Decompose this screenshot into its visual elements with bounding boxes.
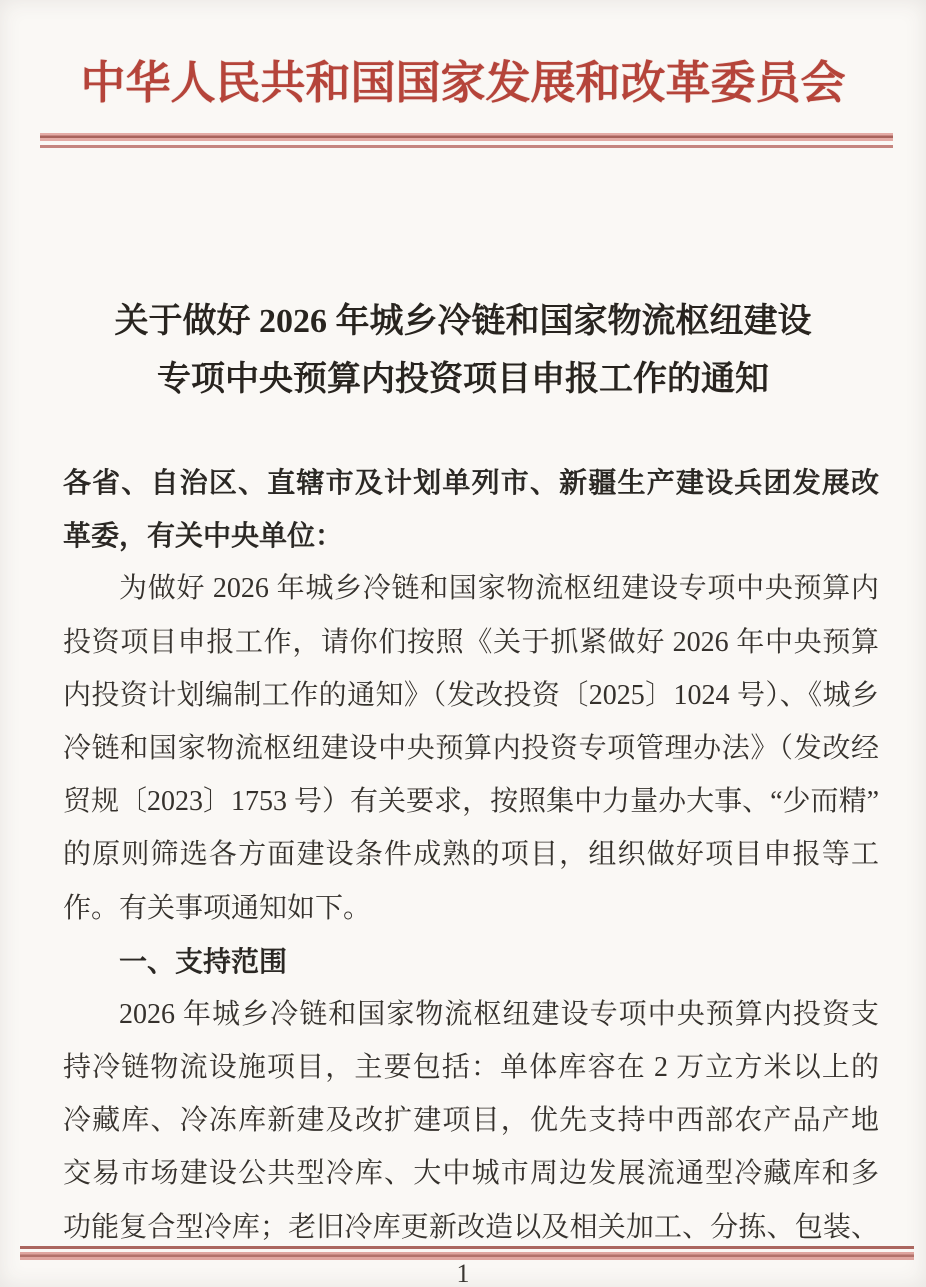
document-title	[0, 293, 926, 409]
paragraph-1-line-1: 为做好 2026 年城乡冷链和国家物流枢纽建设专项中央预算内	[119, 573, 879, 605]
page-number: 1	[456, 1259, 470, 1287]
section-1-paragraph-line-1: 2026 年城乡冷链和国家物流枢纽建设专项中央预算内投资支	[119, 998, 879, 1030]
paragraph-1-line-7: 作。有关事项通知如下。	[63, 892, 372, 924]
paragraph-1-line-2: 投资项目申报工作，请你们按照《关于抓紧做好 2026 年中央预算	[63, 626, 879, 658]
footer-divider-rule	[20, 1246, 914, 1260]
section-1-paragraph-line-3: 冷藏库、冷冻库新建及改扩建项目，优先支持中西部农产品产地	[63, 1105, 879, 1137]
paragraph-1-line-6: 的原则筛选各方面建设条件成熟的项目，组织做好项目申报等工	[63, 839, 879, 871]
section-1-paragraph-line-4: 交易市场建设公共型冷库、大中城市周边发展流通型冷藏库和多	[63, 1158, 879, 1190]
paragraph-1-line-4: 冷链和国家物流枢纽建设中央预算内投资专项管理办法》（发改经	[63, 732, 879, 764]
section-1-heading: 一、支持范围	[119, 945, 288, 977]
section-1-paragraph-line-2: 持冷链物流设施项目，主要包括：单体库容在 2 万立方米以上的	[63, 1052, 879, 1084]
agency-letterhead-title: 中华人民共和国国家发展和改革委员会	[80, 58, 846, 108]
document-body	[63, 456, 879, 1254]
salutation-line-1: 各省、自治区、直辖市及计划单列市、新疆生产建设兵团发展改	[63, 467, 879, 498]
document-title-line-1: 关于做好 2026 年城乡冷链和国家物流枢纽建设	[114, 303, 812, 340]
letterhead-divider-rule	[40, 133, 893, 148]
section-1-paragraph-line-5: 功能复合型冷库；老旧冷库更新改造以及相关加工、分拣、包装、	[63, 1211, 879, 1243]
document-title-line-2: 专项中央预算内投资项目申报工作的通知	[157, 361, 769, 398]
salutation-line-2: 革委，有关中央单位：	[63, 520, 344, 552]
letterhead-rule-band	[40, 133, 893, 141]
footer-rule-thin	[20, 1246, 914, 1249]
letterhead-rule-thin	[40, 145, 893, 148]
paragraph-1-line-5: 贸规〔2023〕1753 号）有关要求，按照集中力量办大事、“少而精”	[63, 786, 879, 818]
paragraph-1-line-3: 内投资计划编制工作的通知》（发改投资〔2025〕1024 号）、《城乡	[63, 679, 879, 711]
